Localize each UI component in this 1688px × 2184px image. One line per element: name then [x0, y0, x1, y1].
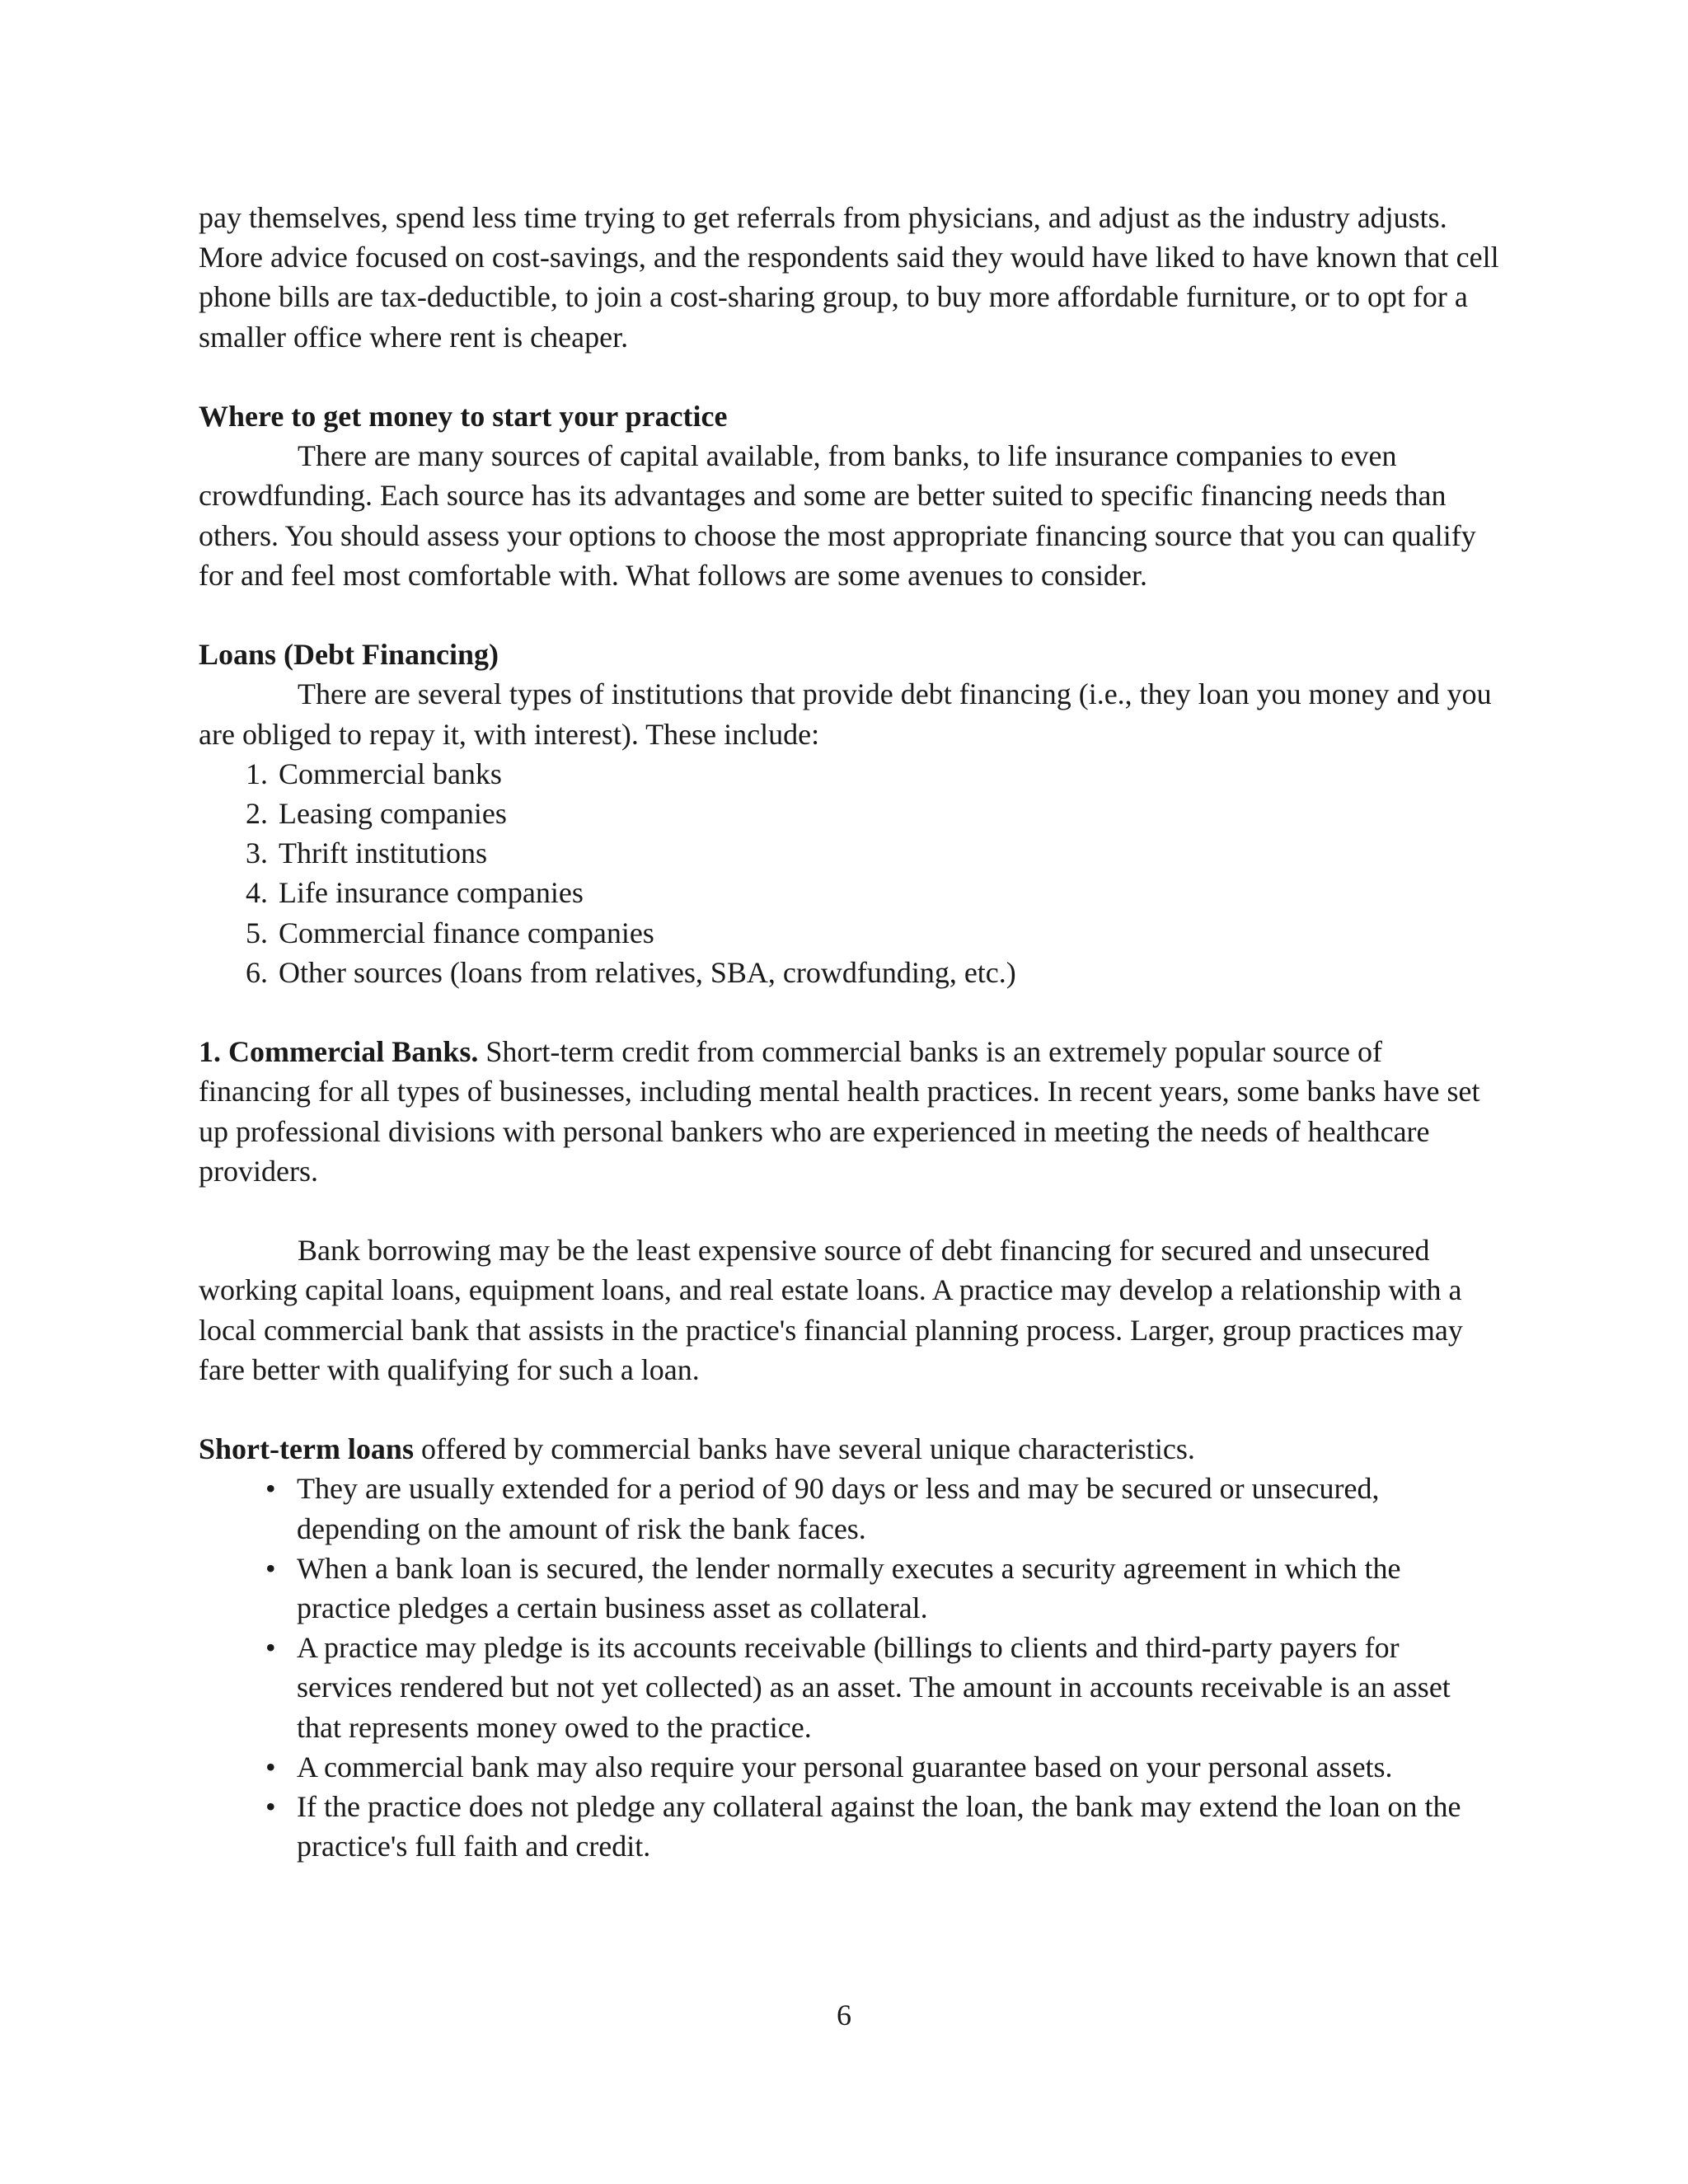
bullet-text: A practice may pledge is its accounts receivable (billings to clients and third-party payers for services rendered but not yet collected) as an asset. The amount in accounts receivable is an asset that represents money owed to the practice.: [297, 1631, 1451, 1744]
list-item-number: 2.: [246, 797, 268, 831]
bullet-icon: •: [265, 1551, 276, 1585]
bullet-icon: •: [265, 1750, 276, 1783]
commercial-banks-paragraph: [199, 1032, 1501, 1191]
bullet-text: A commercial bank may also require your personal guarantee based on your personal assets.: [297, 1750, 1393, 1783]
bullet-item: [199, 1628, 1501, 1747]
commercial-banks-lead: 1. Commercial Banks.: [199, 1035, 479, 1069]
list-item-number: 3.: [246, 837, 268, 870]
list-item-text: Commercial finance companies: [279, 916, 654, 949]
loans-paragraph: There are several types of institutions that provide debt financing (i.e., they loan you money and you are obliged to repay it, with interest). These include:: [199, 677, 1492, 751]
spacer: [199, 595, 1501, 635]
list-item: [199, 754, 1501, 794]
bullet-text: When a bank loan is secured, the lender normally executes a security agreement in which the practice pledges a certain business asset as collateral.: [297, 1551, 1401, 1625]
list-item-number: 5.: [246, 916, 268, 949]
short-term-text: offered by commercial banks have several unique characteristics.: [413, 1432, 1195, 1466]
list-item-number: 1.: [246, 757, 268, 790]
bullet-icon: •: [265, 1472, 276, 1506]
page-number: 6: [837, 1999, 851, 2032]
list-item: [199, 794, 1501, 833]
short-term-paragraph: [199, 1429, 1501, 1469]
short-term-lead: Short-term loans: [199, 1432, 414, 1466]
section-heading-loans: Loans (Debt Financing): [199, 638, 499, 672]
bullet-text: If the practice does not pledge any collateral against the loan, the bank may extend the loan on the practice's full faith and credit.: [297, 1790, 1461, 1863]
list-item-text: Life insurance companies: [279, 876, 584, 910]
institution-list: [199, 754, 1501, 992]
list-item-number: 6.: [246, 955, 268, 989]
money-paragraph: There are many sources of capital available, from banks, to life insurance companies to even crowdfunding. Each source has its advantages and some are better suited to specific financing needs than others. You should assess your options to choose the most appropriate financing source that you can qualify for and feel most comfortable with. What follows are some avenues to consider.: [199, 439, 1476, 592]
list-item-text: Thrift institutions: [279, 837, 488, 870]
short-term-bullet-list: [199, 1469, 1501, 1866]
bank-borrowing-paragraph: Bank borrowing may be the least expensive source of debt financing for secured and unsecured working capital loans, equipment loans, and real estate loans. A practice may develop a relationship with a local commercial bank that assists in the practice's financial planning process. Larger, group practices may fare better with qualifying for such a loan.: [199, 1234, 1463, 1386]
commercial-banks-text: Short-term credit from commercial banks is an extremely popular source of financing for all types of businesses, including mental health practices. In recent years, some banks have set up professional divisions with personal bankers who are experienced in meeting the needs of healthcare providers.: [199, 1035, 1480, 1188]
spacer: [199, 357, 1501, 396]
list-item: [199, 953, 1501, 992]
list-item-text: Other sources (loans from relatives, SBA, crowdfunding, etc.): [279, 955, 1016, 989]
list-item: [199, 913, 1501, 953]
bullet-item: [199, 1787, 1501, 1866]
page-body: [199, 198, 1501, 1866]
bullet-item: [199, 1549, 1501, 1628]
list-item: [199, 833, 1501, 873]
bullet-item: [199, 1747, 1501, 1787]
section-heading-money: Where to get money to start your practice: [199, 400, 728, 433]
bullet-icon: •: [265, 1790, 276, 1824]
list-item-number: 4.: [246, 876, 268, 910]
spacer: [199, 1191, 1501, 1230]
bullet-icon: •: [265, 1631, 276, 1665]
bullet-item: [199, 1469, 1501, 1548]
bullet-text: They are usually extended for a period of 90 days or less and may be secured or unsecured, depending on the amount of risk the bank faces.: [297, 1472, 1380, 1545]
list-item-text: Leasing companies: [279, 797, 507, 831]
spacer: [199, 992, 1501, 1032]
list-item-text: Commercial banks: [279, 757, 502, 790]
list-item: [199, 873, 1501, 912]
spacer: [199, 1390, 1501, 1429]
intro-paragraph: pay themselves, spend less time trying to get referrals from physicians, and adjust as the industry adjusts. More advice focused on cost-savings, and the respondents said they would have liked to have known that cell phone bills are tax-deductible, to join a cost-sharing group, to buy more affordable furniture, or to opt for a smaller office where rent is cheaper.: [199, 201, 1499, 354]
